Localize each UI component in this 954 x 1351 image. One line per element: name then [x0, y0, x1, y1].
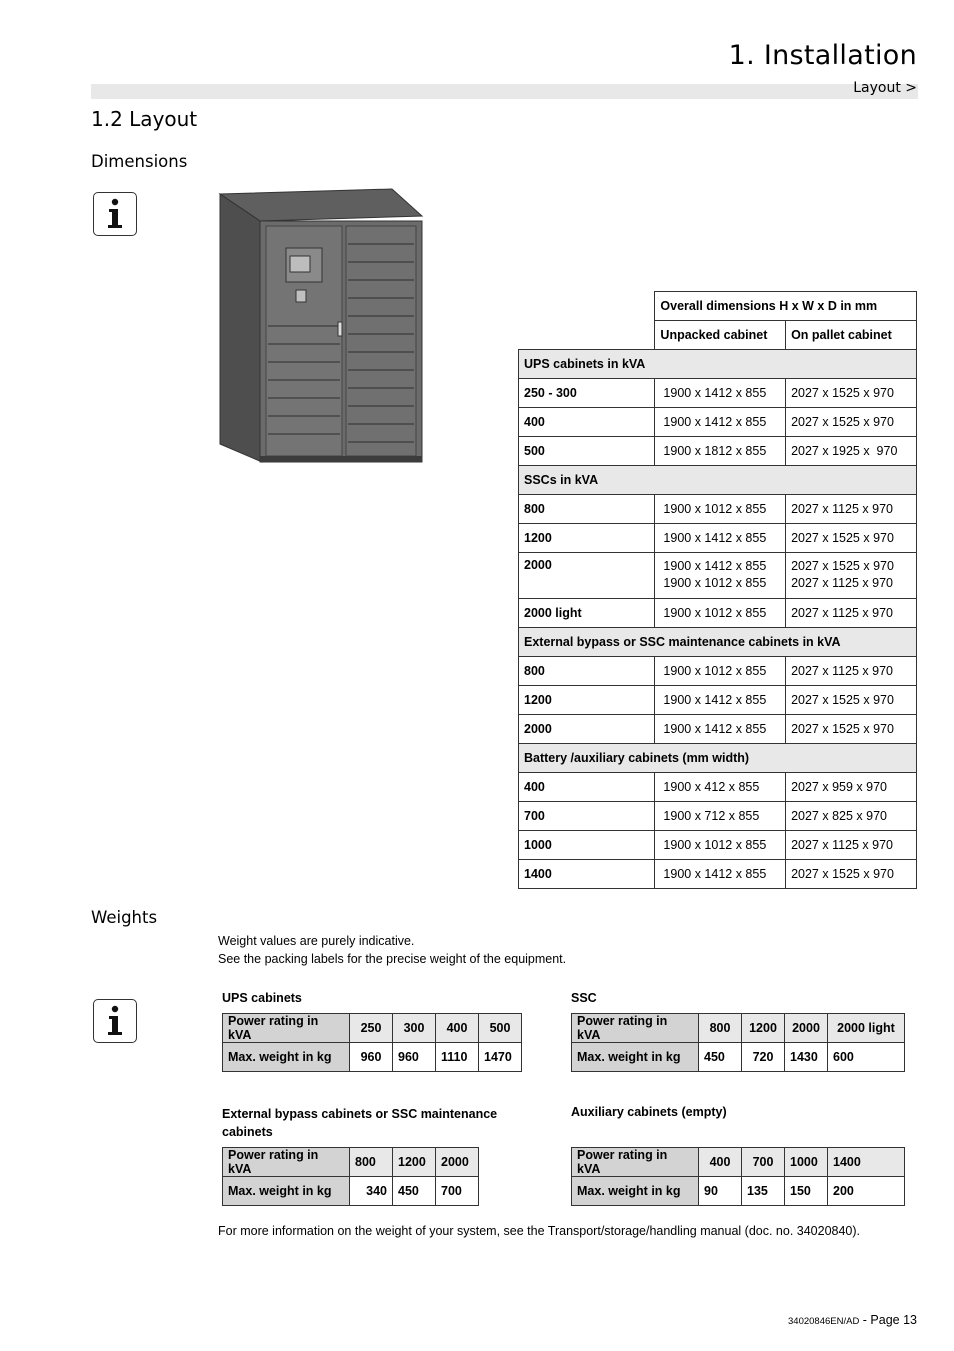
table-row: 800 1900 x 1012 x 855 2027 x 1125 x 970 — [519, 657, 917, 686]
ups-cabinet-illustration — [216, 186, 426, 466]
table-row: 1200 1900 x 1412 x 855 2027 x 1525 x 970 — [519, 686, 917, 715]
more-info-text: For more information on the weight of your system, see the Transport/storage/handling manual (doc. no. 34020840). — [218, 1224, 861, 1238]
weights-heading: Weights — [91, 908, 158, 927]
weights-note-2: See the packing labels for the precise weight of the equipment. — [218, 952, 567, 966]
breadcrumb[interactable]: Layout > — [853, 80, 917, 96]
ssc-weights-caption: SSC — [571, 991, 597, 1005]
dimensions-table — [518, 291, 917, 889]
ups-weights-caption: UPS cabinets — [222, 991, 302, 1005]
bypass-weights-caption: External bypass cabinets or SSC maintenance cabinets — [222, 1107, 498, 1139]
table-row: 250 - 300 1900 x 1412 x 855 2027 x 1525 x 970 — [519, 379, 917, 408]
doc-number: 34020846EN/AD — [788, 1316, 860, 1327]
col-pallet-header: On pallet cabinet — [786, 321, 917, 350]
table-row: Power rating in kVA 250 300 400 500 — [223, 1014, 522, 1043]
table-row: 400 1900 x 1412 x 855 2027 x 1525 x 970 — [519, 408, 917, 437]
header-bar — [91, 84, 918, 99]
table-row: 700 1900 x 712 x 855 2027 x 825 x 970 — [519, 802, 917, 831]
dimensions-group-header: Overall dimensions H x W x D in mm — [655, 292, 917, 321]
aux-weights-table — [571, 1147, 905, 1206]
ssc-weights-table — [571, 1013, 905, 1072]
group-title: SSCs in kVA — [519, 466, 917, 495]
table-row: 500 1900 x 1812 x 855 2027 x 1925 x 970 — [519, 437, 917, 466]
info-icon — [93, 999, 137, 1043]
info-icon — [93, 192, 137, 236]
group-title: UPS cabinets in kVA — [519, 350, 917, 379]
ups-weights-table — [222, 1013, 522, 1072]
section-title: 1.2 Layout — [91, 107, 198, 131]
table-row: 400 1900 x 412 x 855 2027 x 959 x 970 — [519, 773, 917, 802]
table-row: 800 1900 x 1012 x 855 2027 x 1125 x 970 — [519, 495, 917, 524]
group-title: External bypass or SSC maintenance cabinets in kVA — [519, 628, 917, 657]
weights-note-1: Weight values are purely indicative. — [218, 934, 415, 948]
table-row: Max. weight in kg 340 450 700 — [223, 1177, 479, 1206]
table-row: Power rating in kVA 400 700 1000 1400 — [572, 1148, 905, 1177]
bypass-weights-table — [222, 1147, 479, 1206]
col-unpacked-header: Unpacked cabinet — [655, 321, 786, 350]
table-row: 1400 1900 x 1412 x 855 2027 x 1525 x 970 — [519, 860, 917, 889]
page-footer — [788, 1313, 917, 1327]
aux-weights-caption: Auxiliary cabinets (empty) — [571, 1105, 727, 1119]
table-row: Power rating in kVA 800 1200 2000 — [223, 1148, 479, 1177]
dimensions-heading: Dimensions — [91, 152, 188, 171]
table-row: 1000 1900 x 1012 x 855 2027 x 1125 x 970 — [519, 831, 917, 860]
table-row: 1200 1900 x 1412 x 855 2027 x 1525 x 970 — [519, 524, 917, 553]
table-row: Max. weight in kg 90 135 150 200 — [572, 1177, 905, 1206]
group-title: Battery /auxiliary cabinets (mm width) — [519, 744, 917, 773]
table-row: Max. weight in kg 960 960 1110 1470 — [223, 1043, 522, 1072]
table-row: Power rating in kVA 800 1200 2000 2000 light — [572, 1014, 905, 1043]
table-row: 2000 1900 x 1412 x 855 1900 x 1012 x 855 2027 x 1525 x 970 2027 x 1125 x 970 — [519, 553, 917, 599]
page-number: - Page 13 — [859, 1313, 917, 1327]
table-row: 2000 1900 x 1412 x 855 2027 x 1525 x 970 — [519, 715, 917, 744]
table-row: 2000 light 1900 x 1012 x 855 2027 x 1125 x 970 — [519, 599, 917, 628]
chapter-title: 1. Installation — [728, 40, 917, 71]
table-row: Max. weight in kg 450 720 1430 600 — [572, 1043, 905, 1072]
